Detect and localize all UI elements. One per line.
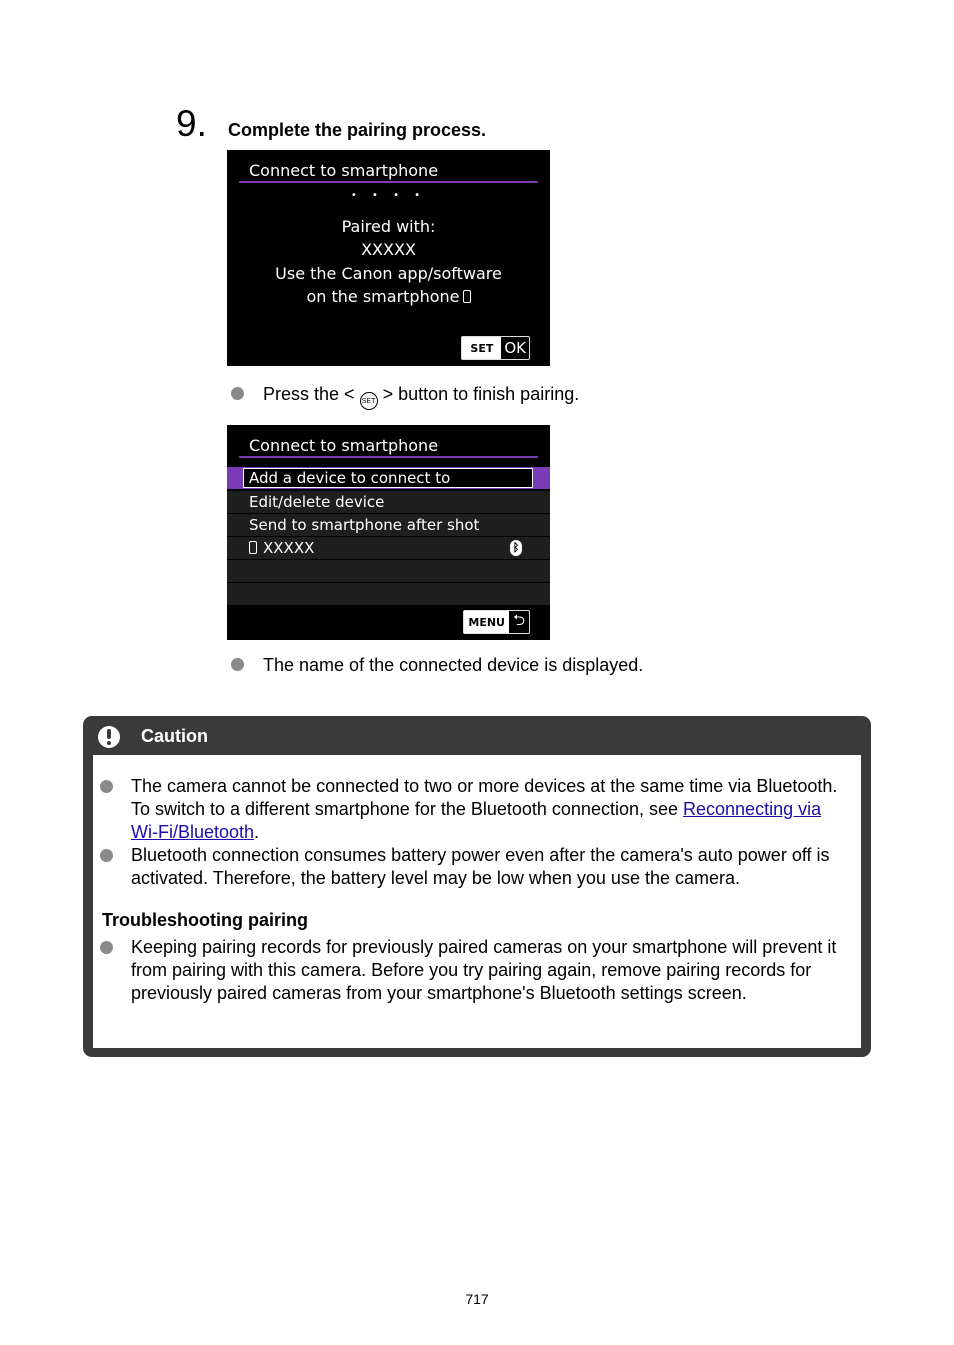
back-arrow-icon: ⮌	[512, 610, 525, 629]
menu-row-empty	[227, 560, 550, 582]
bullet-press-set	[231, 383, 579, 410]
step-number: 9.	[176, 103, 207, 144]
screen-title: Connect to smartphone	[249, 161, 439, 180]
menu-back-button[interactable]	[463, 610, 530, 634]
screen-title: Connect to smartphone	[249, 436, 439, 455]
paired-with-label: Paired with:	[341, 217, 436, 236]
instruction-line-1: Use the Canon app/software	[275, 264, 502, 283]
menu-row-empty	[227, 583, 550, 605]
progress-dots: • • • •	[350, 190, 427, 201]
menu-item-label: Edit/delete device	[249, 493, 385, 511]
caution-header	[83, 716, 871, 755]
menu-item-label: Add a device to connect to	[249, 469, 451, 487]
bullet-device-displayed	[231, 654, 643, 677]
bullet-text-before: Press the <	[263, 384, 355, 404]
bullet-icon	[231, 658, 244, 671]
smartphone-icon	[463, 290, 471, 303]
menu-item-send-after-shot[interactable]	[227, 514, 550, 536]
bullet-icon	[231, 387, 244, 400]
set-ok-button[interactable]	[461, 336, 530, 360]
menu-item-label	[249, 537, 314, 559]
caution-item-two-devices	[131, 775, 851, 844]
menu-item-edit-delete[interactable]	[227, 491, 550, 513]
bullet-text: The name of the connected device is displayed.	[263, 655, 644, 675]
caution-box	[83, 716, 871, 1057]
smartphone-icon	[249, 541, 257, 554]
menu-label: MENU	[464, 611, 509, 633]
paired-device-name: XXXXX	[361, 240, 416, 259]
screen-title-rule	[239, 456, 538, 458]
caution-item-text: The camera cannot be connected to two or more devices at the same time via Bluetooth. To switch to a different smartphone for the Bluetooth connection, see	[131, 776, 838, 819]
caution-item-battery: Bluetooth connection consumes battery power even after the camera's auto power off is activated. Therefore, the battery level may be low when you use the camera.	[131, 845, 830, 888]
bullet-text-after: > button to finish pairing.	[382, 384, 580, 404]
instruction-line-2-text: on the smartphone	[306, 287, 460, 306]
page-number: 717	[465, 1291, 489, 1307]
camera-screen-menu	[227, 425, 550, 640]
menu-item-label: Send to smartphone after shot	[249, 516, 480, 534]
bullet-icon	[100, 849, 113, 862]
instruction-line-2	[227, 286, 550, 308]
bullet-icon	[100, 941, 113, 954]
bluetooth-icon: ᛒ	[510, 540, 522, 556]
reconnecting-link[interactable]: Reconnecting via Wi-Fi/Bluetooth	[131, 799, 822, 842]
step-title: Complete the pairing process.	[228, 120, 487, 140]
troubleshooting-heading: Troubleshooting pairing	[102, 910, 308, 930]
caution-icon	[98, 726, 120, 748]
caution-body	[93, 755, 861, 1048]
bullet-icon	[100, 780, 113, 793]
set-label: SET	[462, 337, 501, 359]
menu-item-paired-device[interactable]	[227, 537, 550, 559]
troubleshooting-item: Keeping pairing records for previously paired cameras on your smartphone will prevent it from pairing with this camera. Before you try pairing again, remove pairing records for previously paired cameras from your smartphone's Bluetooth settings screen.	[131, 937, 837, 1003]
caution-title: Caution	[141, 726, 208, 746]
screen-title-rule	[239, 181, 538, 183]
caution-item-end: .	[254, 822, 260, 842]
menu-item-add-device[interactable]	[227, 467, 550, 489]
set-button-icon: SET	[360, 392, 378, 410]
camera-screen-paired	[227, 150, 550, 366]
paired-device-name: XXXXX	[263, 539, 315, 557]
ok-label: OK	[504, 339, 526, 357]
